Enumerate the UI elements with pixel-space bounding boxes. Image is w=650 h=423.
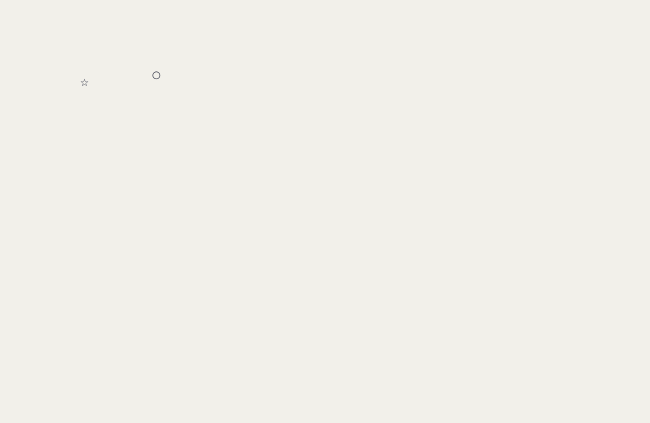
water-option-2-check: ○ [152,70,161,81]
water-option-1-check: ☆ [80,78,89,89]
